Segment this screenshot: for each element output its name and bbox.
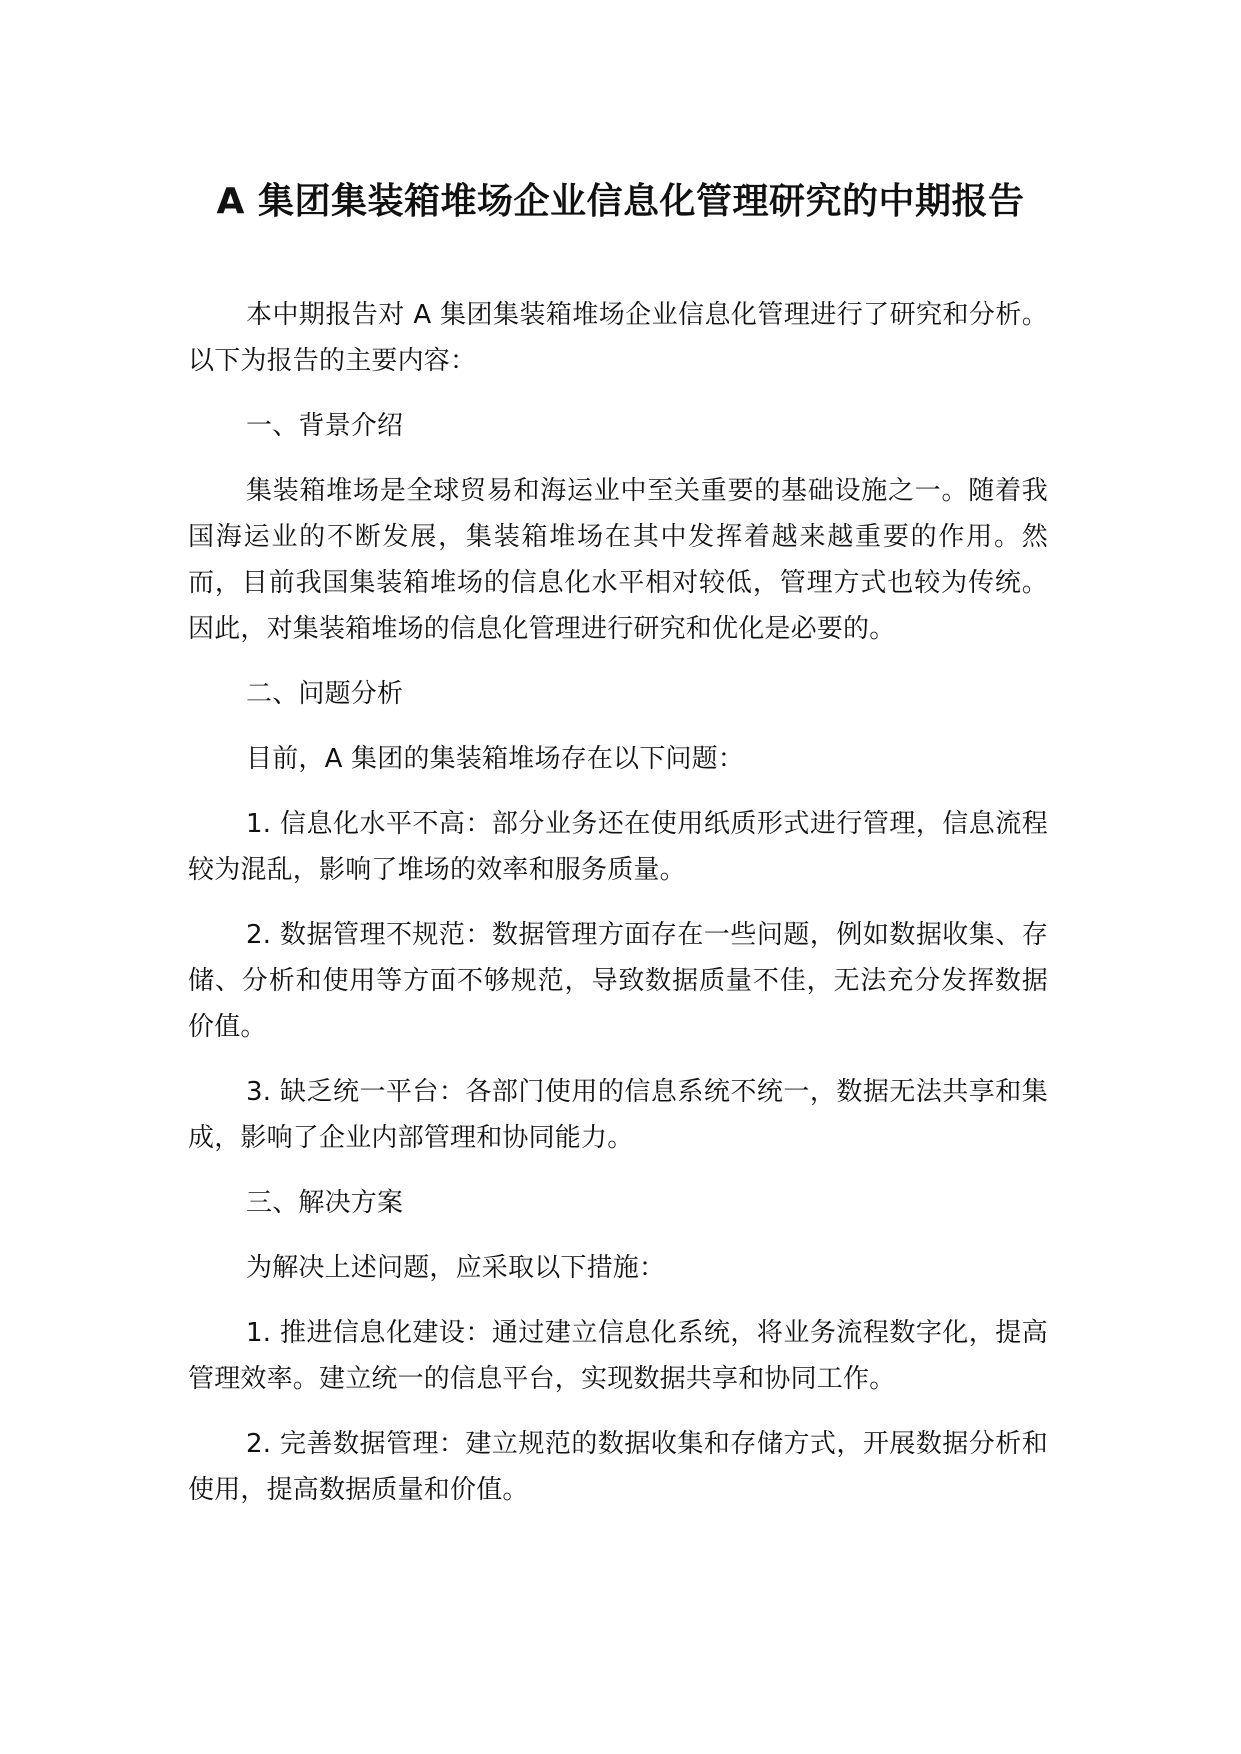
problem-item-3: 3. 缺乏统一平台：各部门使用的信息系统不统一，数据无法共享和集成，影响了企业内部管理和协同能力。 bbox=[188, 1077, 1048, 1153]
problem-item-1: 1. 信息化水平不高：部分业务还在使用纸质形式进行管理，信息流程较为混乱，影响了堆场的效率和服务质量。 bbox=[188, 809, 1048, 885]
paragraph-solutions-intro: 为解决上述问题，应采取以下措施： bbox=[246, 1253, 666, 1283]
solution-item-2: 2. 完善数据管理：建立规范的数据收集和存储方式，开展数据分析和使用，提高数据质量和价值。 bbox=[188, 1429, 1048, 1505]
solution-item-1: 1. 推进信息化建设：通过建立信息化系统，将业务流程数字化，提高管理效率。建立统一的信息平台，实现数据共享和协同工作。 bbox=[188, 1318, 1048, 1394]
document-title: A 集团集装箱堆场企业信息化管理研究的中期报告 bbox=[216, 181, 1025, 222]
paragraph-intro: 本中期报告对 A 集团集装箱堆场企业信息化管理进行了研究和分析。以下为报告的主要内容： bbox=[188, 300, 1048, 376]
document-body bbox=[188, 292, 1048, 1532]
section-heading-problems: 二、问题分析 bbox=[246, 679, 404, 709]
section-heading-solutions: 三、解决方案 bbox=[246, 1188, 404, 1218]
section-heading-background: 一、背景介绍 bbox=[246, 411, 404, 441]
paragraph-background: 集装箱堆场是全球贸易和海运业中至关重要的基础设施之一。随着我国海运业的不断发展，集装箱堆场在其中发挥着越来越重要的作用。然而，目前我国集装箱堆场的信息化水平相对较低，管理方式也较为传统。因此，对集装箱堆场的信息化管理进行研究和优化是必要的。 bbox=[188, 476, 1048, 644]
problem-item-2: 2. 数据管理不规范：数据管理方面存在一些问题，例如数据收集、存储、分析和使用等方面不够规范，导致数据质量不佳，无法充分发挥数据价值。 bbox=[188, 920, 1048, 1042]
paragraph-problems-intro: 目前，A 集团的集装箱堆场存在以下问题： bbox=[246, 744, 745, 774]
